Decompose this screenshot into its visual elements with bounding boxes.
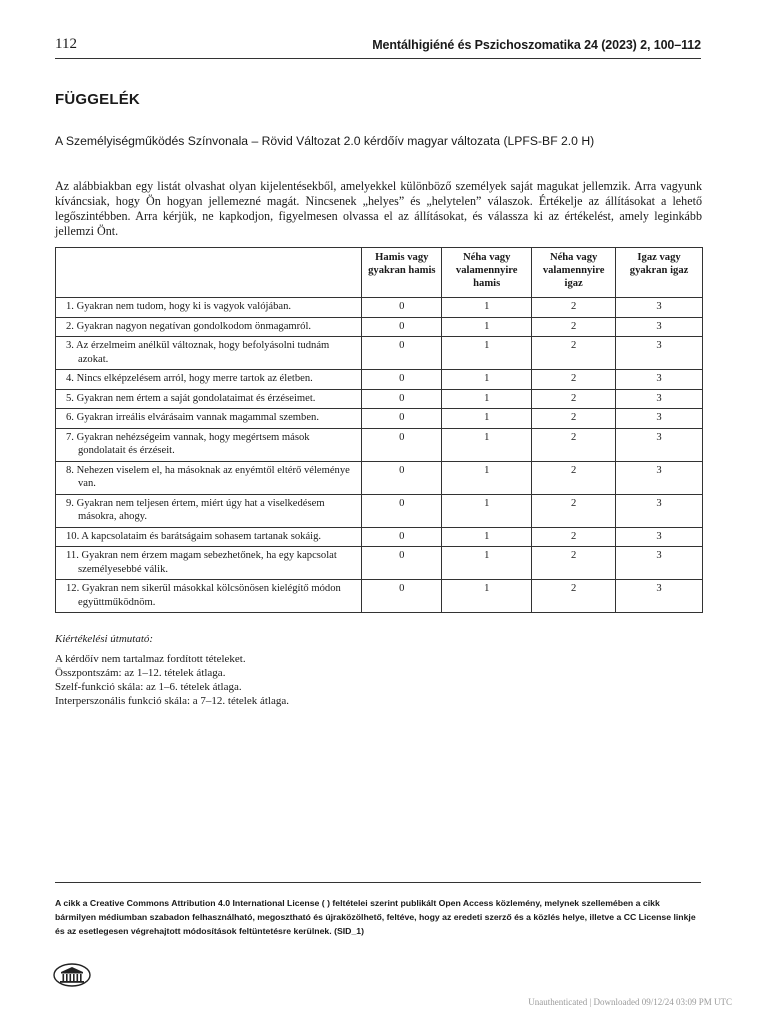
item-cell [56,428,362,461]
item-text: 12. Gyakran nem sikerül másokkal kölcsönösen kielégítő módon együttműködnöm. [66,583,341,608]
item-cell [56,337,362,370]
download-watermark: Unauthenticated | Downloaded 09/12/24 03:09 PM UTC [528,997,732,1007]
score-cell: 1 [442,389,532,409]
item-cell [56,527,362,547]
column-header: Hamis vagy gyakran hamis [362,248,442,298]
item-text: 1. Gyakran nem tudom, hogy ki is vagyok valójában. [66,301,292,312]
item-text: 2. Gyakran nagyon negatívan gondolkodom önmagamról. [66,320,312,332]
item-cell [56,580,362,613]
evaluation-line: Szelf-funkció skála: az 1–6. tételek átlaga. [55,681,242,693]
table-row [56,494,703,527]
column-header-item [56,248,362,298]
item-text: 4. Nincs elképzelésem arról, hogy merre tartok az életben. [66,373,313,384]
score-cell: 2 [532,547,616,580]
item-cell [56,409,362,429]
item-text: 9. Gyakran nem teljesen értem, miért úgy hat a viselkedésem másokra, ahogy. [66,497,325,522]
score-cell: 2 [532,298,616,318]
score-cell: 1 [442,317,532,337]
column-header: Igaz vagy gyakran igaz [616,248,703,298]
score-cell: 3 [616,428,703,461]
score-cell: 0 [362,527,442,547]
score-cell: 2 [532,317,616,337]
score-cell: 3 [616,527,703,547]
score-cell: 0 [362,317,442,337]
score-cell: 1 [442,370,532,390]
evaluation-heading: Kiértékelési útmutató: [55,633,154,645]
score-cell: 1 [442,547,532,580]
score-cell: 3 [616,317,703,337]
table-row [56,580,703,613]
score-cell: 3 [616,580,703,613]
item-cell [56,298,362,318]
score-cell: 0 [362,298,442,318]
score-cell: 1 [442,428,532,461]
journal-citation: Mentálhigiéné és Pszichoszomatika 24 (2023) 2, 100–112 [372,38,701,52]
score-cell: 3 [616,461,703,494]
score-cell: 0 [362,461,442,494]
page-number: 112 [55,36,77,52]
score-cell: 2 [532,370,616,390]
score-cell: 1 [442,337,532,370]
score-cell: 2 [532,337,616,370]
score-cell: 0 [362,580,442,613]
score-cell: 0 [362,337,442,370]
item-cell [56,494,362,527]
item-cell [56,317,362,337]
score-cell: 2 [532,527,616,547]
table-row [56,370,703,390]
score-cell: 3 [616,389,703,409]
score-cell: 0 [362,409,442,429]
score-cell: 3 [616,547,703,580]
score-cell: 3 [616,298,703,318]
table-row [56,527,703,547]
score-cell: 1 [442,409,532,429]
score-cell: 1 [442,494,532,527]
score-cell: 0 [362,547,442,580]
table-row [56,428,703,461]
score-cell: 2 [532,461,616,494]
item-cell [56,547,362,580]
score-cell: 2 [532,409,616,429]
item-text: 7. Gyakran nehézségeim vannak, hogy megértsem mások gondolatait és érzéseit. [66,431,310,456]
score-cell: 3 [616,370,703,390]
score-cell: 1 [442,298,532,318]
table-header-row [56,248,703,298]
questionnaire-subtitle: A Személyiségműködés Színvonala – Rövid Változat 2.0 kérdőív magyar változata (LPFS-BF 2.0 H) [55,134,595,148]
item-cell [56,389,362,409]
score-cell: 2 [532,494,616,527]
item-text: 8. Nehezen viselem el, ha másoknak az enyémtől eltérő véleménye van. [66,464,350,489]
table-row [56,298,703,318]
score-cell: 1 [442,527,532,547]
item-text: 5. Gyakran nem értem a saját gondolataimat és érzéseimet. [66,392,316,404]
item-cell [56,370,362,390]
score-cell: 3 [616,494,703,527]
license-notice: A cikk a Creative Commons Attribution 4.0 International License ( ) feltételei szerint publikált Open Access közlemény, melynek szellemében a cikk bármilyen médiumban szabadon felhasználható, megosztható és újraközölhető, feltéve, hogy az eredeti szerző és a közlés helye, illetve a CC License linkje és az esetlegesen végrehajtott módosítások feltüntetésre kerülnek. (SID_1) [55,898,696,936]
item-cell [56,461,362,494]
item-text: 6. Gyakran irreális elvárásaim vannak magammal szemben. [66,412,319,423]
evaluation-guide [55,652,289,708]
table-row [56,547,703,580]
column-header: Néha vagy valamennyire hamis [442,248,532,298]
table-row [56,409,703,429]
intro-paragraph: Az alábbiakban egy listát olvashat olyan kijelentésekből, amelyekkel különböző személyek saját magukat jellemzik. Arra vagyunk kíváncsiak, hogy Ön hogyan jellemezné magát. Nincsenek „helyes” és „helytelen” válaszok. Értékelje az állításokat a lehető legőszintébben. Arra kérjük, ne kapkodjon, figyelmesen olvassa el az állításokat, és válassza ki az értékelést, amely leginkább jellemzi Önt. [55,179,702,238]
page-header [55,36,701,58]
score-cell: 1 [442,461,532,494]
questionnaire-table [55,247,703,613]
score-cell: 0 [362,428,442,461]
score-cell: 2 [532,580,616,613]
column-header: Néha vagy valamennyire igaz [532,248,616,298]
table-row [56,317,703,337]
publisher-building-logo-icon [53,963,91,987]
table-row [56,389,703,409]
footer-divider [55,882,701,883]
score-cell: 3 [616,409,703,429]
score-cell: 3 [616,337,703,370]
item-text: 3. Az érzelmeim anélkül változnak, hogy befolyásolni tudnám azokat. [66,340,330,365]
score-cell: 0 [362,494,442,527]
score-cell: 0 [362,389,442,409]
score-cell: 2 [532,389,616,409]
score-cell: 0 [362,370,442,390]
score-cell: 2 [532,428,616,461]
evaluation-line: Interperszonális funkció skála: a 7–12. tételek átlaga. [55,695,289,707]
header-divider [55,58,701,59]
item-text: 11. Gyakran nem érzem magam sebezhetőnek, ha egy kapcsolat személyesebbé válik. [66,550,337,575]
item-text: 10. A kapcsolataim és barátságaim sohasem tartanak sokáig. [66,530,322,542]
evaluation-line: Összpontszám: az 1–12. tételek átlaga. [55,667,226,679]
score-cell: 1 [442,580,532,613]
evaluation-line: A kérdőív nem tartalmaz fordított tételeket. [55,653,246,665]
table-row [56,461,703,494]
section-title: FÜGGELÉK [55,91,140,108]
table-row [56,337,703,370]
